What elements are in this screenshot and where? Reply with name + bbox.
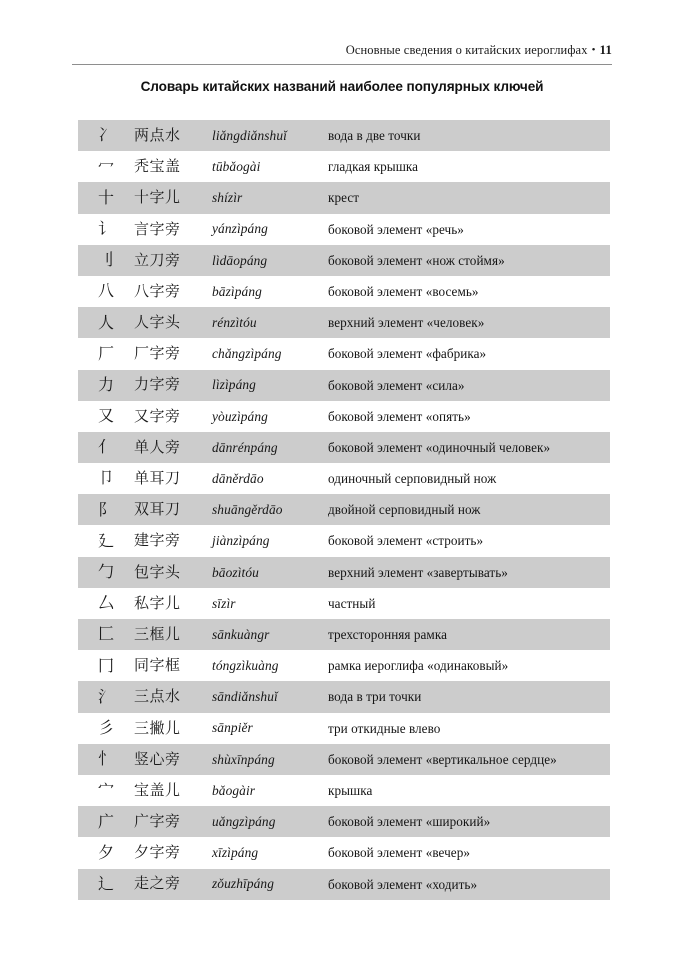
- radical-pinyin: bāozìtóu: [212, 564, 259, 580]
- radical-pinyin: tūbǎogài: [212, 159, 261, 175]
- radical-glyph: 夕: [97, 842, 114, 862]
- radical-glyph: 廴: [97, 530, 114, 550]
- radical-glyph: 八: [97, 281, 114, 301]
- radical-pinyin: dāněrdāo: [212, 470, 264, 486]
- radical-glyph: 卩: [97, 468, 114, 488]
- radical-pinyin: shuāngěrdāo: [212, 502, 283, 518]
- radical-pinyin: bǎogàir: [212, 782, 256, 798]
- radical-chinese-name: 竖心旁: [134, 749, 181, 768]
- radical-chinese-name: 私字儿: [134, 593, 181, 612]
- radical-description: рамка иероглифа «одинаковый»: [328, 658, 509, 674]
- radical-chinese-name: 厂字旁: [134, 344, 181, 363]
- radical-glyph: 广: [97, 811, 114, 831]
- radical-description: боковой элемент «одиночный человек»: [328, 439, 551, 455]
- radical-description: боковой элемент «сила»: [328, 377, 465, 393]
- table-row: [78, 401, 610, 432]
- radical-description: боковой элемент «фабрика»: [328, 346, 487, 362]
- radical-chinese-name: 力字旁: [134, 375, 181, 394]
- table-row: [78, 713, 610, 744]
- table-row: [78, 120, 610, 151]
- radical-description: боковой элемент «широкий»: [328, 814, 491, 830]
- radical-description: гладкая крышка: [328, 159, 419, 175]
- radical-pinyin: sānpiěr: [212, 720, 253, 736]
- table-row: [78, 806, 610, 837]
- radical-glyph: 人: [97, 312, 114, 332]
- radical-pinyin: dānrénpáng: [212, 439, 278, 455]
- radical-chinese-name: 广字旁: [134, 812, 181, 831]
- radical-pinyin: chǎngzìpáng: [212, 346, 282, 362]
- radical-glyph: 冂: [97, 655, 114, 675]
- radical-description: трехсторонняя рамка: [328, 627, 447, 642]
- radical-pinyin: xīzìpáng: [212, 845, 259, 861]
- table-row: [78, 869, 610, 900]
- radical-pinyin: liǎngdiǎnshuǐ: [212, 127, 287, 143]
- radical-chinese-name: 十字儿: [134, 188, 181, 207]
- radical-pinyin: shízìr: [212, 190, 243, 206]
- page-number: 11: [599, 42, 612, 57]
- radical-description: три откидные влево: [328, 720, 441, 736]
- radical-glyph: 十: [97, 187, 114, 207]
- radical-description: двойной серповидный нож: [328, 502, 481, 518]
- table-row: [78, 214, 610, 245]
- radical-chinese-name: 双耳刀: [134, 500, 181, 519]
- header-rule: [72, 64, 612, 65]
- radical-glyph: 冫: [97, 125, 114, 145]
- running-head: [72, 42, 612, 62]
- radical-chinese-name: 又字旁: [134, 406, 181, 425]
- table-row: [78, 557, 610, 588]
- radical-glyph: 厂: [97, 343, 114, 363]
- radical-description: боковой элемент «вертикальное сердце»: [328, 751, 557, 767]
- table-row: [78, 775, 610, 806]
- radical-glyph: 又: [97, 406, 114, 426]
- radical-pinyin: lìdāopáng: [212, 252, 268, 268]
- radical-chinese-name: 八字旁: [134, 281, 181, 300]
- radical-pinyin: uǎngzìpáng: [212, 814, 276, 830]
- radical-description: боковой элемент «речь»: [328, 221, 464, 237]
- radical-pinyin: zǒuzhīpáng: [212, 876, 275, 892]
- table-row: [78, 307, 610, 338]
- table-row: [78, 681, 610, 712]
- radical-description: боковой элемент «опять»: [328, 408, 471, 424]
- radical-pinyin: bāzìpáng: [212, 283, 262, 299]
- radical-glyph: 匚: [97, 624, 114, 644]
- radical-description: верхний элемент «человек»: [328, 315, 485, 331]
- radical-chinese-name: 走之旁: [134, 874, 181, 893]
- radical-glyph: 冖: [97, 156, 114, 176]
- radical-glyph: 厶: [97, 593, 114, 613]
- radical-pinyin: tóngzìkuàng: [212, 658, 279, 674]
- table-row: [78, 650, 610, 681]
- radical-description: боковой элемент «вечер»: [328, 845, 470, 861]
- table-row: [78, 182, 610, 213]
- radical-table-body: [78, 120, 610, 900]
- table-row: [78, 338, 610, 369]
- radical-chinese-name: 三点水: [134, 687, 181, 706]
- radical-description: крест: [328, 190, 360, 206]
- radical-chinese-name: 三撇儿: [134, 718, 181, 737]
- radical-description: крышка: [328, 782, 373, 798]
- radical-chinese-name: 两点水: [134, 125, 181, 144]
- radical-glyph: 辶: [97, 873, 114, 893]
- radical-chinese-name: 三框儿: [134, 624, 181, 643]
- radical-glyph: 刂: [97, 250, 114, 270]
- table-row: [78, 245, 610, 276]
- radical-pinyin: jiànzìpáng: [212, 533, 270, 549]
- radical-glyph: 忄: [97, 749, 114, 769]
- table-row: [78, 525, 610, 556]
- radical-description: частный: [328, 595, 376, 611]
- running-head-title: Основные сведения о китайских иероглифах: [345, 43, 588, 57]
- radical-pinyin: lìzìpáng: [212, 377, 256, 393]
- radical-pinyin: sāndiǎnshuǐ: [212, 689, 278, 705]
- table-row: [78, 494, 610, 525]
- radical-description: вода в две точки: [328, 128, 421, 143]
- radical-chinese-name: 包字头: [134, 562, 181, 581]
- table-row: [78, 588, 610, 619]
- radical-description: боковой элемент «нож стоймя»: [328, 252, 505, 268]
- radical-description: вода в три точки: [328, 689, 422, 705]
- radical-chinese-name: 宝盖儿: [134, 780, 181, 799]
- radical-description: верхний элемент «завертывать»: [328, 564, 508, 580]
- radical-chinese-name: 立刀旁: [134, 250, 181, 269]
- table-row: [78, 370, 610, 401]
- table-title: Словарь китайских названий наиболее популярных ключей: [140, 79, 544, 94]
- radical-glyph: 阝: [97, 499, 114, 519]
- table-row: [78, 432, 610, 463]
- radical-pinyin: rénzìtóu: [212, 315, 257, 331]
- radical-chinese-name: 言字旁: [134, 219, 181, 238]
- radical-chinese-name: 单人旁: [134, 437, 181, 456]
- table-row: [78, 151, 610, 182]
- table-row: [78, 276, 610, 307]
- table-row: [78, 837, 610, 868]
- radical-chinese-name: 秃宝盖: [134, 157, 181, 176]
- radical-glyph: 亻: [97, 437, 114, 457]
- radical-pinyin: sīzìr: [212, 595, 236, 611]
- radical-description: боковой элемент «строить»: [328, 533, 484, 549]
- table-row: [78, 744, 610, 775]
- radical-glyph: 彡: [97, 717, 114, 737]
- radical-pinyin: sānkuàngr: [212, 626, 270, 642]
- radical-chinese-name: 建字旁: [134, 531, 181, 550]
- radical-chinese-name: 人字头: [134, 313, 181, 332]
- running-head-separator: •: [591, 44, 596, 56]
- radical-glyph: 宀: [97, 780, 114, 800]
- radical-pinyin: shùxīnpáng: [212, 751, 275, 767]
- radical-description: боковой элемент «ходить»: [328, 876, 478, 892]
- radical-glyph: 力: [97, 374, 114, 394]
- radical-dictionary-table: [78, 120, 610, 900]
- radical-pinyin: yòuzìpáng: [212, 408, 268, 424]
- radical-chinese-name: 夕字旁: [134, 843, 181, 862]
- table-row: [78, 463, 610, 494]
- radical-description: боковой элемент «восемь»: [328, 283, 479, 299]
- radical-chinese-name: 单耳刀: [134, 469, 181, 488]
- radical-pinyin: yánzìpáng: [212, 221, 268, 237]
- radical-glyph: 氵: [97, 686, 114, 706]
- radical-glyph: 勹: [97, 562, 114, 582]
- radical-description: одиночный серповидный нож: [328, 471, 497, 487]
- table-row: [78, 619, 610, 650]
- radical-glyph: 讠: [97, 218, 114, 238]
- radical-chinese-name: 同字框: [134, 656, 181, 675]
